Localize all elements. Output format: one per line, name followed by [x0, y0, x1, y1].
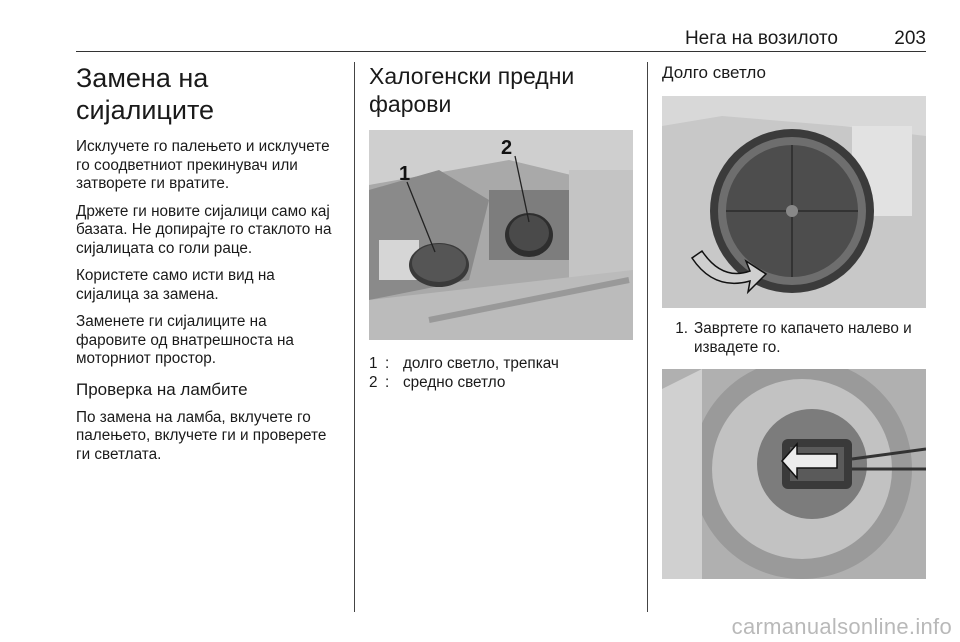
header-title: Нега на возилото — [684, 28, 838, 49]
section-heading: Халогенски предни фарови — [369, 63, 575, 117]
legend-text: средно светло — [403, 374, 506, 391]
paragraph: По замена на ламба, вклучете го палењето, вклучете ги и проверете ги светлата. — [76, 408, 327, 463]
step-text: Завртете го капачето налево и извадете го. — [694, 320, 912, 356]
paragraph: Користете само исти вид на сијалица за замена. — [76, 267, 275, 303]
section-heading: Долго светло — [662, 63, 766, 82]
legend-separator: : — [385, 355, 390, 372]
figure-label: 2 — [501, 137, 513, 159]
legend-text: долго светло, трепкач — [403, 355, 559, 372]
legend-number: 2 — [369, 374, 378, 391]
header-rule — [76, 51, 926, 52]
page-header — [76, 28, 926, 52]
paragraph: Држете ги новите сијалици само кај базата. Не допирајте го стаклото на сијалицата со голи раце. — [76, 202, 332, 257]
bulb-photo — [662, 369, 926, 579]
page-number: 203 — [894, 28, 926, 49]
column-divider — [647, 62, 648, 612]
column-1 — [76, 62, 340, 473]
paragraph: Исклучете го палењето и исклучете го соодветниот прекинувач или затворете ги вратите. — [76, 138, 330, 192]
watermark-text: carmanualsonline.info — [731, 614, 952, 639]
column-3 — [662, 62, 926, 579]
figure-label: 1 — [399, 163, 411, 185]
section-heading: Замена на сијалиците — [76, 63, 215, 125]
legend-row — [369, 373, 633, 392]
legend-number: 1 — [369, 355, 378, 372]
cap-photo — [662, 96, 926, 308]
subheading: Проверка на ламбите — [76, 379, 248, 399]
headlamp-photo — [369, 130, 633, 340]
column-2 — [369, 62, 633, 392]
column-divider — [354, 62, 355, 612]
step-number: 1. — [675, 320, 688, 337]
paragraph: Заменете ги сијалиците на фаровите од внатрешноста на моторниот простор. — [76, 313, 294, 367]
figure-legend — [369, 354, 633, 392]
instruction-step — [662, 320, 926, 357]
legend-row — [369, 354, 633, 373]
legend-separator: : — [385, 374, 390, 391]
